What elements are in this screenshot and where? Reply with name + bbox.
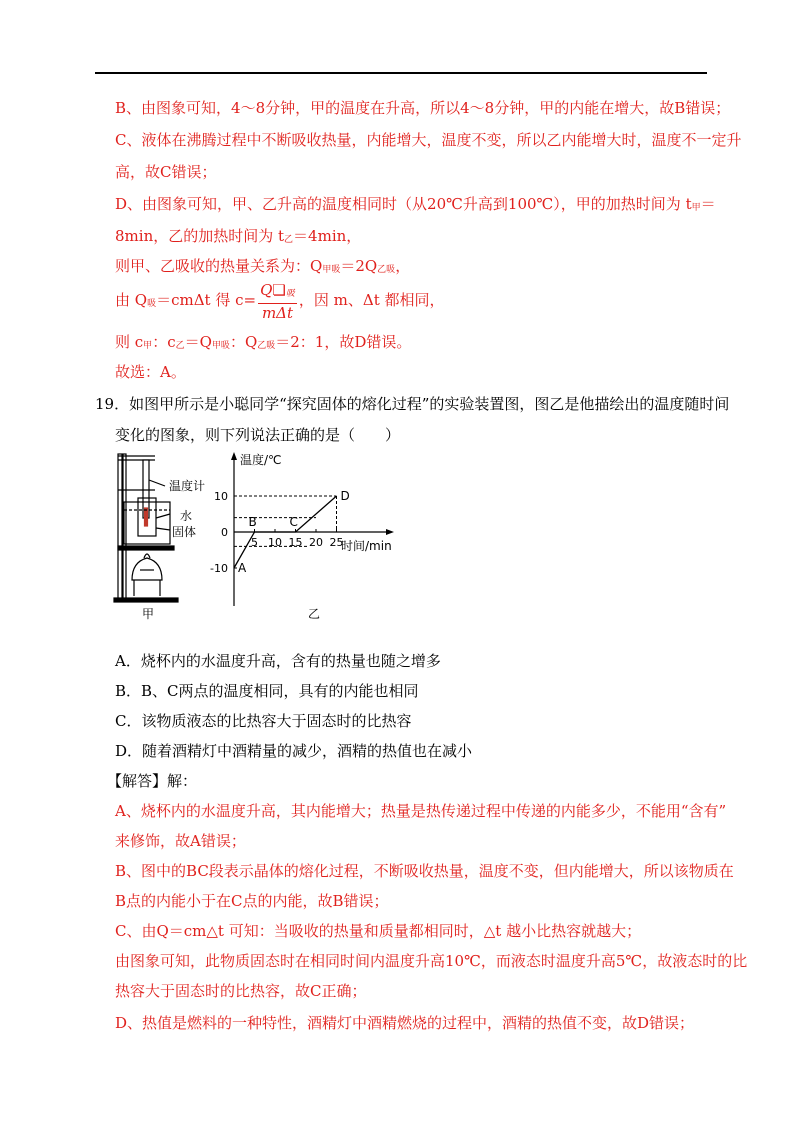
analysis-line-d1: D、由图象可知，甲、乙升高的温度相同时（从20℃升高到100℃），甲的加热时间为 t甲＝ xyxy=(115,195,716,213)
solution-c1: C、由Q＝cm△t 可知：当吸收的热量和质量都相同时，△t 越小比热容就越大； xyxy=(115,922,642,940)
analysis-line-ratio: 则 c甲：c乙＝Q甲吸：Q乙吸＝2：1，故D错误。 xyxy=(115,333,412,351)
solution-b2: B点的内能小于在C点的内能，故B错误； xyxy=(115,892,389,910)
point-label-c: C xyxy=(289,515,298,529)
option-a: A．烧杯内的水温度升高，含有的热量也随之增多 xyxy=(115,652,441,670)
solution-d1: D、热值是燃料的一种特性，酒精灯中酒精燃烧的过程中，酒精的热值不变，故D错误； xyxy=(115,1014,695,1032)
option-d: D．随着酒精灯中酒精量的减少，酒精的热值也在减小 xyxy=(115,742,473,760)
solution-a1: A、烧杯内的水温度升高，其内能增大；热量是热传递过程中传递的内能多少，不能用“含有” xyxy=(115,802,727,820)
label-water: 水 xyxy=(180,509,193,523)
y-tick-label: -10 xyxy=(210,562,228,575)
solution-b1: B、图中的BC段表示晶体的熔化过程，不断吸收热量，温度不变，但内能增大，所以该物质在 xyxy=(115,862,734,880)
solution-c2: 由图象可知，此物质固态时在相同时间内温度升高10℃，而液态时温度升高5℃，故液态时的比 xyxy=(115,952,748,970)
stand-base xyxy=(114,598,178,602)
analysis-line-heat-relation: 则甲、乙吸收的热量关系为：Q甲吸＝2Q乙吸， xyxy=(115,257,411,275)
caption-yi: 乙 xyxy=(308,607,321,621)
point-label-a: A xyxy=(238,561,247,575)
label-thermometer: 温度计 xyxy=(169,479,206,493)
x-tick-label: 5 xyxy=(251,536,258,549)
question-19-figure xyxy=(110,450,410,629)
y-axis-label: 温度/℃ xyxy=(240,453,282,467)
figure-svg xyxy=(110,450,410,625)
question-19-line1: 19．如图甲所示是小聪同学“探究固体的熔化过程”的实验装置图，图乙是他描绘出的温度随时间 xyxy=(95,395,730,413)
x-tick-label: 25 xyxy=(329,536,344,549)
analysis-line-formula: 由 Q吸＝cmΔt 得 c= $\frac{\text{Q❏吸}}{\text{mΔt}}$ ，因 m、Δt 都相同， xyxy=(115,280,445,322)
x-tick-label: 10 xyxy=(268,536,282,549)
analysis-line-d2: 8min，乙的加热时间为 t乙＝4min， xyxy=(115,227,362,245)
point-label-b: B xyxy=(248,515,257,529)
analysis-answer: 故选：A。 xyxy=(115,363,186,381)
analysis-line-b: B、由图象可知，4～8分钟，甲的温度在升高，所以4～8分钟，甲的内能在增大，故B错误； xyxy=(115,99,731,117)
temperature-time-graph xyxy=(210,452,394,606)
solution-a2: 来修饰，故A错误； xyxy=(115,832,246,850)
solution-heading: 【解答】解： xyxy=(107,772,198,790)
experiment-apparatus xyxy=(114,454,178,602)
stand-rod-left xyxy=(118,454,122,600)
analysis-line-c2: 高，故C错误； xyxy=(115,163,217,181)
thermometer-bulb-icon xyxy=(145,508,148,526)
analysis-line-c1: C、液体在沸腾过程中不断吸收热量，内能增大，温度不变，所以乙内能增大时，温度不一定升 xyxy=(115,131,742,149)
heat-capacity-fraction: $\frac{\text{Q❏吸}}{\text{mΔt}}$ xyxy=(260,280,295,322)
y-tick-label: 10 xyxy=(214,490,228,503)
x-tick-label: 15 xyxy=(288,536,303,549)
question-19-line2: 变化的图象，则下列说法正确的是（ ） xyxy=(115,426,401,444)
alcohol-lamp-icon xyxy=(132,558,162,580)
y-axis-arrow-icon xyxy=(231,452,237,460)
option-c: C．该物质液态的比热容大于固态时的比热容 xyxy=(115,712,412,730)
label-solid: 固体 xyxy=(172,525,197,539)
x-axis-label: 时间/min xyxy=(341,539,392,553)
x-axis-arrow-icon xyxy=(386,529,394,535)
y-tick-label: 0 xyxy=(221,526,228,539)
option-b: B．B、C两点的温度相同，具有的内能也相同 xyxy=(115,682,419,700)
solution-c3: 热容大于固态时的比热容，故C正确； xyxy=(115,982,367,1000)
caption-jia: 甲 xyxy=(142,607,155,621)
point-label-d: D xyxy=(340,489,350,503)
header-rule xyxy=(95,72,707,74)
gauze-stand xyxy=(118,546,174,550)
x-tick-label: 20 xyxy=(309,536,323,549)
